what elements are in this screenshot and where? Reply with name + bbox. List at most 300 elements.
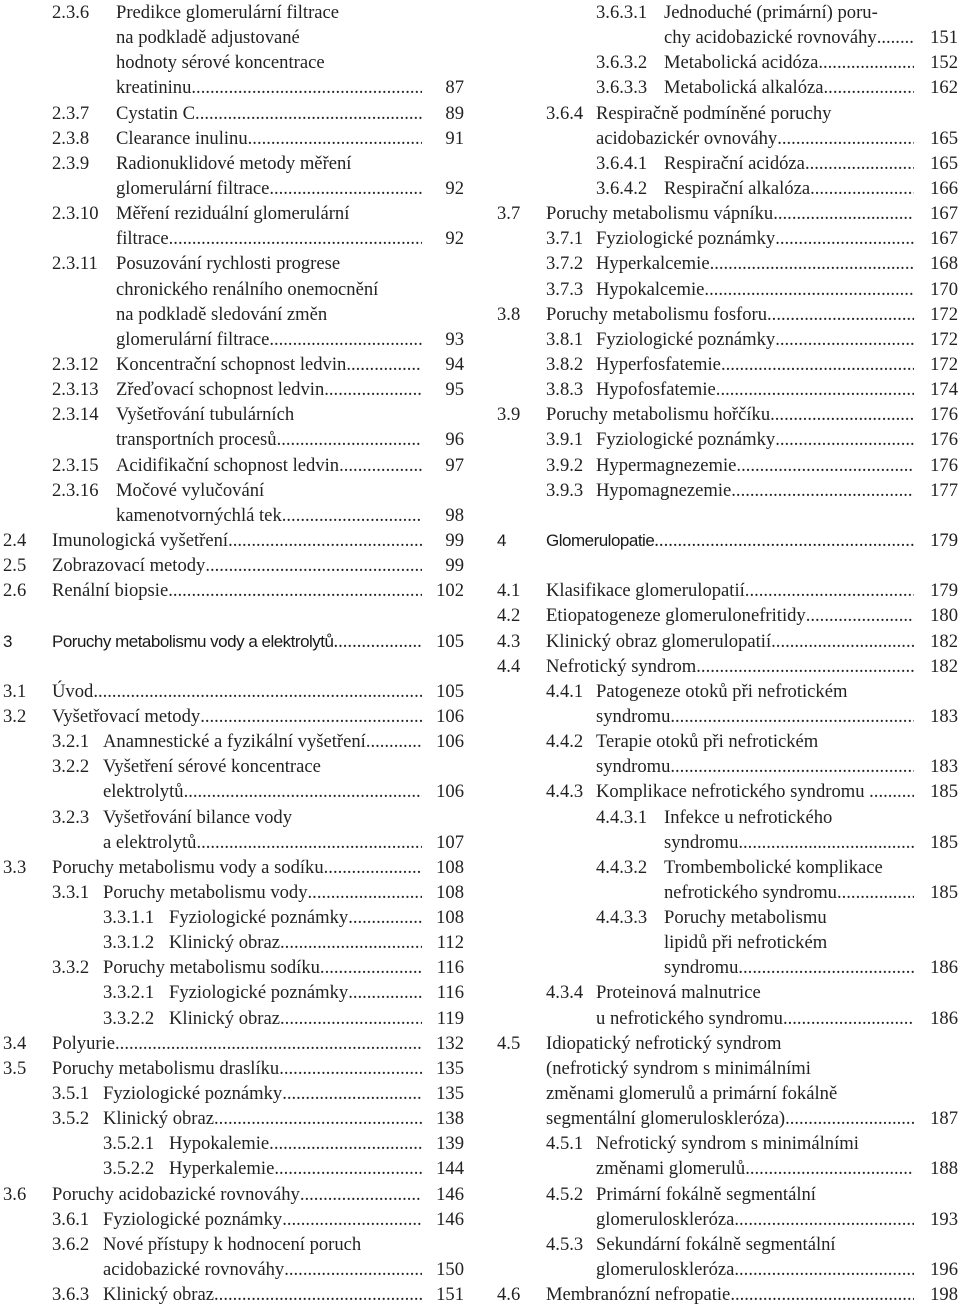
page-number: 144 — [436, 1158, 464, 1180]
dot-leader — [279, 1056, 422, 1081]
toc-entry-3-7-1[interactable] — [497, 226, 960, 251]
toc-entry-2-3-16[interactable] — [0, 478, 468, 528]
toc-entry-line — [0, 201, 468, 226]
section-title: syndromu — [596, 705, 671, 727]
dot-leader — [320, 955, 422, 980]
section-title: Metabolická acidóza — [664, 52, 819, 74]
section-title: Fyziologické poznámky — [169, 907, 349, 929]
toc-entry-3-9-2[interactable] — [497, 453, 960, 478]
toc-entry-3-6[interactable] — [0, 1182, 468, 1207]
toc-entry-3-9-1[interactable] — [497, 427, 960, 452]
dot-leader — [248, 126, 422, 151]
toc-entry-3-8-2[interactable] — [497, 352, 960, 377]
section-title: Poruchy metabolismu draslíku — [52, 1057, 280, 1079]
toc-entry-line — [497, 1006, 960, 1031]
toc-entry-3-9-3[interactable] — [497, 478, 960, 503]
toc-entry-4-3-4[interactable] — [497, 980, 960, 1030]
toc-entry-2-6[interactable] — [0, 578, 468, 603]
toc-entry-line — [0, 25, 468, 50]
dot-leader — [777, 126, 914, 151]
toc-entry-line — [497, 25, 960, 50]
section-number: 2.3.7 — [52, 102, 90, 124]
section-number: 4.4 — [497, 655, 521, 677]
toc-entry-line — [497, 302, 960, 327]
dot-leader — [736, 453, 914, 478]
page-number: 87 — [445, 77, 464, 99]
dot-leader — [269, 176, 422, 201]
section-title: Vyšetřování bilance vody — [103, 806, 292, 828]
toc-entry-line — [0, 0, 468, 25]
toc-entry-line — [0, 679, 468, 704]
toc-entry-3-5[interactable] — [0, 1056, 468, 1081]
toc-entry-4-4-3-1[interactable] — [497, 805, 960, 855]
toc-entry-line — [0, 50, 468, 75]
section-number: 3.6.3 — [52, 1284, 90, 1306]
page-number: 112 — [436, 932, 464, 954]
dot-leader — [775, 427, 914, 452]
toc-entry-3-8[interactable] — [497, 302, 960, 327]
page-number: 97 — [445, 454, 464, 476]
page-number: 176 — [930, 404, 958, 426]
page-number: 196 — [930, 1259, 958, 1281]
toc-entry-line — [497, 277, 960, 302]
section-number: 2.3.6 — [52, 2, 90, 23]
toc-entry-line — [497, 201, 960, 226]
section-title: glomeruloskleróza — [596, 1259, 735, 1281]
section-title: a elektrolytů — [103, 831, 197, 853]
toc-entry-3-6-1[interactable] — [0, 1207, 468, 1232]
toc-entry-line — [0, 704, 468, 729]
section-title: syndromu — [664, 831, 739, 853]
dot-leader — [670, 754, 914, 779]
section-title: Posuzování rychlosti progrese — [116, 253, 341, 275]
section-title: změnami glomerulů — [596, 1158, 746, 1180]
section-number: 3.5.2 — [52, 1108, 90, 1130]
section-number: 2.3.12 — [52, 353, 99, 375]
section-number: 2.6 — [3, 580, 27, 602]
section-number: 3.2.3 — [52, 806, 90, 828]
toc-entry-3-6-3-1[interactable] — [497, 0, 960, 50]
dot-leader — [738, 955, 914, 980]
toc-entry-line — [497, 1156, 960, 1181]
section-number: 3.8.2 — [546, 353, 584, 375]
section-title: Nefrotický syndrom — [546, 655, 697, 677]
toc-entry-line — [497, 855, 960, 880]
toc-entry-3-6-3-2[interactable] — [497, 50, 960, 75]
section-title: acidobazickér ovnováhy — [596, 127, 778, 149]
dot-leader — [269, 327, 422, 352]
section-title: Nefrotický syndrom s minimálními — [596, 1133, 859, 1155]
page-number: 183 — [930, 756, 958, 778]
section-title: Poruchy metabolismu vápníku — [546, 203, 774, 225]
toc-entry-3-3-1-2[interactable] — [0, 930, 468, 955]
section-title: Poruchy metabolismu fosforu — [546, 303, 768, 325]
toc-entry-2-3-8[interactable] — [0, 126, 468, 151]
section-number: 3.3 — [3, 856, 27, 878]
section-title: Klinický obraz — [103, 1108, 215, 1130]
toc-entry-line — [497, 930, 960, 955]
toc-entry-line — [497, 352, 960, 377]
toc-entry-line — [497, 754, 960, 779]
toc-entry-line — [0, 779, 468, 804]
toc-entry-line — [0, 980, 468, 1005]
section-number: 2.4 — [3, 529, 27, 551]
section-spacer — [497, 553, 960, 578]
section-title: Respiračně podmíněné poruchy — [596, 102, 832, 124]
toc-entry-line — [0, 955, 468, 980]
dot-leader — [333, 629, 422, 654]
toc-entry-line — [497, 830, 960, 855]
toc-entry-3-5-2[interactable] — [0, 1106, 468, 1131]
dot-leader — [196, 830, 422, 855]
dot-leader — [738, 830, 914, 855]
section-number: 3.6.4.1 — [596, 152, 648, 174]
toc-entry-line — [497, 478, 960, 503]
toc-entry-line — [497, 251, 960, 276]
toc-entry-4-4-3[interactable] — [497, 779, 960, 804]
toc-entry-line — [497, 603, 960, 628]
toc-entry-3-7[interactable] — [497, 201, 960, 226]
toc-entry-3-3[interactable] — [0, 855, 468, 880]
toc-entry-line — [0, 327, 468, 352]
section-title: Hypokalcemie — [596, 278, 705, 300]
section-number: 4.2 — [497, 605, 521, 627]
dot-leader — [824, 75, 914, 100]
section-number: 3.3.2.1 — [103, 982, 155, 1004]
page-number: 107 — [436, 831, 464, 853]
dot-leader — [806, 603, 914, 628]
page-number: 180 — [930, 605, 958, 627]
toc-entry-line — [497, 1257, 960, 1282]
section-title: (nefrotický syndrom s minimálními — [546, 1057, 811, 1079]
toc-entry-3-6-2[interactable] — [0, 1232, 468, 1282]
toc-entry-4-3[interactable] — [497, 629, 960, 654]
dot-leader — [745, 578, 914, 603]
toc-entry-3-3-2[interactable] — [0, 955, 468, 980]
toc-entry-2-3-13[interactable] — [0, 377, 468, 402]
toc-entry-3-7-2[interactable] — [497, 251, 960, 276]
toc-entry-line — [497, 629, 960, 654]
page-number: 94 — [445, 353, 464, 375]
toc-entry-line — [0, 352, 468, 377]
toc-entry-3-1[interactable] — [0, 679, 468, 704]
dot-leader — [775, 226, 914, 251]
section-number: 4.3.4 — [546, 982, 584, 1004]
section-title: Fyziologické poznámky — [596, 429, 776, 451]
page-number: 186 — [930, 957, 958, 979]
toc-entry-3-9[interactable] — [497, 402, 960, 427]
section-number: 3.4 — [3, 1032, 27, 1054]
toc-entry-4-6[interactable] — [497, 1282, 960, 1307]
page-number: 106 — [436, 781, 464, 803]
toc-entry-2-3-10[interactable] — [0, 201, 468, 251]
toc-entry-3-2-2[interactable] — [0, 754, 468, 804]
section-number: 3.7.1 — [546, 228, 584, 250]
toc-entry-line — [0, 905, 468, 930]
section-spacer — [0, 654, 468, 679]
page-number: 91 — [445, 127, 464, 149]
dot-leader — [280, 1006, 422, 1031]
section-title: Hyperkalcemie — [596, 253, 710, 275]
toc-entry-line — [0, 830, 468, 855]
section-title: filtrace — [116, 228, 169, 250]
toc-entry-line — [0, 855, 468, 880]
toc-entry-line — [497, 980, 960, 1005]
toc-entry-3-3-2-2[interactable] — [0, 1006, 468, 1031]
dot-leader — [284, 1257, 422, 1282]
section-spacer — [0, 603, 468, 628]
section-title: Terapie otoků při nefrotickém — [596, 731, 819, 753]
dot-leader — [775, 327, 914, 352]
section-number: 3.5.1 — [52, 1083, 90, 1105]
toc-entry-3-3-1[interactable] — [0, 880, 468, 905]
section-title: syndromu — [596, 756, 671, 778]
toc-entry-4-4-1[interactable] — [497, 679, 960, 729]
toc-entry-2-5[interactable] — [0, 553, 468, 578]
section-title: glomerulární filtrace — [116, 328, 270, 350]
toc-entry-line — [0, 930, 468, 955]
section-number: 2.3.15 — [52, 454, 99, 476]
toc-entry-3-4[interactable] — [0, 1031, 468, 1056]
page-number: 135 — [436, 1057, 464, 1079]
toc-entry-line — [497, 377, 960, 402]
page-number: 172 — [930, 328, 958, 350]
section-title: Respirační alkalóza — [664, 177, 811, 199]
toc-entry-4-5-1[interactable] — [497, 1131, 960, 1181]
toc-entry-3-5-2-1[interactable] — [0, 1131, 468, 1156]
section-title: Klinický obraz — [103, 1284, 215, 1306]
section-number: 4.3 — [497, 630, 521, 652]
toc-entry-line — [497, 226, 960, 251]
toc-entry-line — [0, 1081, 468, 1106]
section-number: 3.1 — [3, 680, 27, 702]
section-number: 2.3.10 — [52, 203, 99, 225]
dot-leader — [214, 1106, 422, 1131]
section-title: u nefrotického syndromu — [596, 1007, 783, 1029]
toc-entry-line — [0, 377, 468, 402]
section-number: 2.5 — [3, 555, 27, 577]
toc-entry-line — [497, 528, 960, 553]
toc-entry-3-8-3[interactable] — [497, 377, 960, 402]
dot-leader — [818, 50, 914, 75]
page-number: 186 — [930, 1007, 958, 1029]
section-number: 4.4.3.1 — [596, 806, 648, 828]
section-number: 4.4.3.3 — [596, 907, 648, 929]
section-number: 3.5.2.1 — [103, 1133, 155, 1155]
toc-entry-4-1[interactable] — [497, 578, 960, 603]
toc-entry-4-2[interactable] — [497, 603, 960, 628]
section-number: 3.6.2 — [52, 1233, 90, 1255]
dot-leader — [785, 1106, 914, 1131]
page-number: 116 — [436, 982, 464, 1004]
section-number: 3.9.2 — [546, 454, 584, 476]
toc-entry-3-7-3[interactable] — [497, 277, 960, 302]
toc-entry-3-2-3[interactable] — [0, 805, 468, 855]
dot-leader — [721, 352, 914, 377]
toc-entry-line — [0, 277, 468, 302]
page-number: 138 — [436, 1108, 464, 1130]
toc-entry-4-5[interactable] — [497, 1031, 960, 1132]
section-title: Proteinová malnutrice — [596, 982, 761, 1004]
toc-entry-line — [497, 955, 960, 980]
toc-entry-2-3-12[interactable] — [0, 352, 468, 377]
section-title: Patogeneze otoků při nefrotickém — [596, 680, 848, 702]
section-spacer — [497, 503, 960, 528]
section-title: Anamnestické a fyzikální vyšetření — [103, 731, 366, 753]
dot-leader — [731, 478, 914, 503]
page-number: 95 — [445, 379, 464, 401]
toc-entry-line — [0, 1006, 468, 1031]
section-title: Močové vylučování — [116, 479, 265, 501]
toc-entry-line — [0, 478, 468, 503]
page-number: 168 — [930, 253, 958, 275]
dot-leader — [366, 729, 422, 754]
dot-leader — [282, 1081, 422, 1106]
toc-entry-2-3-9[interactable] — [0, 151, 468, 201]
dot-leader — [169, 226, 422, 251]
section-title: chronického renálního onemocnění — [116, 278, 379, 300]
page-number: 146 — [436, 1208, 464, 1230]
section-title: syndromu — [664, 957, 739, 979]
toc-entry-3-8-1[interactable] — [497, 327, 960, 352]
section-title: Poruchy metabolismu sodíku — [103, 957, 320, 979]
toc-right-column — [497, 0, 960, 1307]
toc-entry-4-4-3-2[interactable] — [497, 855, 960, 905]
page-number: 92 — [445, 177, 464, 199]
toc-entry-4-4[interactable] — [497, 654, 960, 679]
toc-entry-3-6-3-3[interactable] — [497, 75, 960, 100]
toc-entry-2-3-7[interactable] — [0, 101, 468, 126]
toc-entry-line — [0, 1257, 468, 1282]
dot-leader — [280, 930, 422, 955]
toc-entry-line — [497, 578, 960, 603]
section-title: Jednoduché (primární) poru- — [664, 2, 878, 23]
toc-entry-line — [0, 302, 468, 327]
dot-leader — [324, 855, 422, 880]
toc-entry-line — [0, 176, 468, 201]
dot-leader — [282, 1207, 422, 1232]
section-title: Poruchy metabolismu hořčíku — [546, 404, 771, 426]
section-title: Měření reziduální glomerulární — [116, 203, 350, 225]
toc-entry-2-4[interactable] — [0, 528, 468, 553]
section-title: acidobazické rovnováhy — [103, 1259, 285, 1281]
toc-entry-4-4-3-3[interactable] — [497, 905, 960, 980]
section-number: 2.3.11 — [52, 253, 98, 275]
toc-entry-3-5-1[interactable] — [0, 1081, 468, 1106]
section-number: 3.9.3 — [546, 479, 584, 501]
section-number: 3.8.1 — [546, 328, 584, 350]
section-number: 3.2.2 — [52, 756, 90, 778]
toc-entry-line — [497, 101, 960, 126]
toc-entry-2-3-11[interactable] — [0, 251, 468, 352]
section-title: Membranózní nefropatie — [546, 1284, 731, 1306]
section-number: 4.5 — [497, 1032, 521, 1054]
page-number: 98 — [445, 504, 464, 526]
toc-entry-line — [497, 1182, 960, 1207]
page-number: 176 — [930, 454, 958, 476]
toc-entry-2-3-6[interactable] — [0, 0, 468, 101]
dot-leader — [300, 1182, 422, 1207]
toc-entry-3-2-1[interactable] — [0, 729, 468, 754]
page-number: 183 — [930, 705, 958, 727]
section-number: 3.6.3.2 — [596, 52, 648, 74]
toc-entry-line — [497, 453, 960, 478]
page-number: 119 — [436, 1007, 464, 1029]
toc-entry-3[interactable] — [0, 629, 468, 654]
dot-leader — [837, 880, 914, 905]
section-title: Imunologická vyšetření — [52, 529, 229, 551]
toc-entry-3-6-4-1[interactable] — [497, 151, 960, 176]
toc-entry-3-3-1-1[interactable] — [0, 905, 468, 930]
section-number: 2.3.13 — [52, 379, 99, 401]
page-number: 185 — [930, 831, 958, 853]
section-number: 4.4.3 — [546, 781, 584, 803]
toc-entry-4-5-2[interactable] — [497, 1182, 960, 1232]
page-number: 166 — [930, 177, 958, 199]
dot-leader — [704, 277, 914, 302]
section-number: 3.9.1 — [546, 429, 584, 451]
section-number: 3.3.2 — [52, 957, 90, 979]
toc-entry-3-3-2-1[interactable] — [0, 980, 468, 1005]
section-title: Vyšetřovací metody — [52, 705, 201, 727]
toc-entry-line — [0, 629, 468, 654]
toc-entry-3-6-4-2[interactable] — [497, 176, 960, 201]
dot-leader — [214, 1282, 422, 1307]
dot-leader — [205, 553, 422, 578]
section-title: Poruchy metabolismu — [664, 907, 827, 929]
page-number: 106 — [436, 705, 464, 727]
toc-entry-2-3-15[interactable] — [0, 453, 468, 478]
toc-entry-3-2[interactable] — [0, 704, 468, 729]
toc-entry-line — [497, 0, 960, 25]
toc-entry-line — [497, 75, 960, 100]
section-title: segmentální glomeruloskleróza) — [546, 1108, 786, 1130]
toc-entry-3-5-2-2[interactable] — [0, 1156, 468, 1181]
section-title: Clearance inulinu — [116, 127, 248, 149]
section-title: transportních procesů — [116, 429, 277, 451]
section-number: 3.6.4.2 — [596, 177, 648, 199]
dot-leader — [771, 629, 914, 654]
page-number: 151 — [930, 27, 958, 49]
toc-entry-3-6-4[interactable] — [497, 101, 960, 151]
section-number: 4.1 — [497, 580, 521, 602]
toc-entry-4-5-3[interactable] — [497, 1232, 960, 1282]
page-number: 102 — [436, 580, 464, 602]
toc-left-column — [0, 0, 468, 1307]
toc-entry-line — [497, 704, 960, 729]
page-number: 165 — [930, 152, 958, 174]
page-number: 105 — [436, 630, 464, 652]
toc-entry-line — [497, 905, 960, 930]
section-title: Hypomagnezemie — [596, 479, 732, 501]
page-number: 172 — [930, 303, 958, 325]
toc-entry-2-3-14[interactable] — [0, 402, 468, 452]
dot-leader — [734, 1257, 914, 1282]
toc-entry-4-4-2[interactable] — [497, 729, 960, 779]
toc-entry-4[interactable] — [497, 528, 960, 553]
section-number: 3.6.3.3 — [596, 77, 648, 99]
dot-leader — [767, 302, 914, 327]
toc-entry-line — [497, 654, 960, 679]
section-title: Klinický obraz glomerulopatií — [546, 630, 772, 652]
toc-entry-line — [0, 151, 468, 176]
toc-entry-line — [0, 528, 468, 553]
toc-entry-line — [497, 427, 960, 452]
section-number: 3.6.1 — [52, 1208, 90, 1230]
section-title: Acidifikační schopnost ledvin — [116, 454, 340, 476]
page-number: 152 — [930, 52, 958, 74]
toc-entry-3-6-3[interactable] — [0, 1282, 468, 1307]
